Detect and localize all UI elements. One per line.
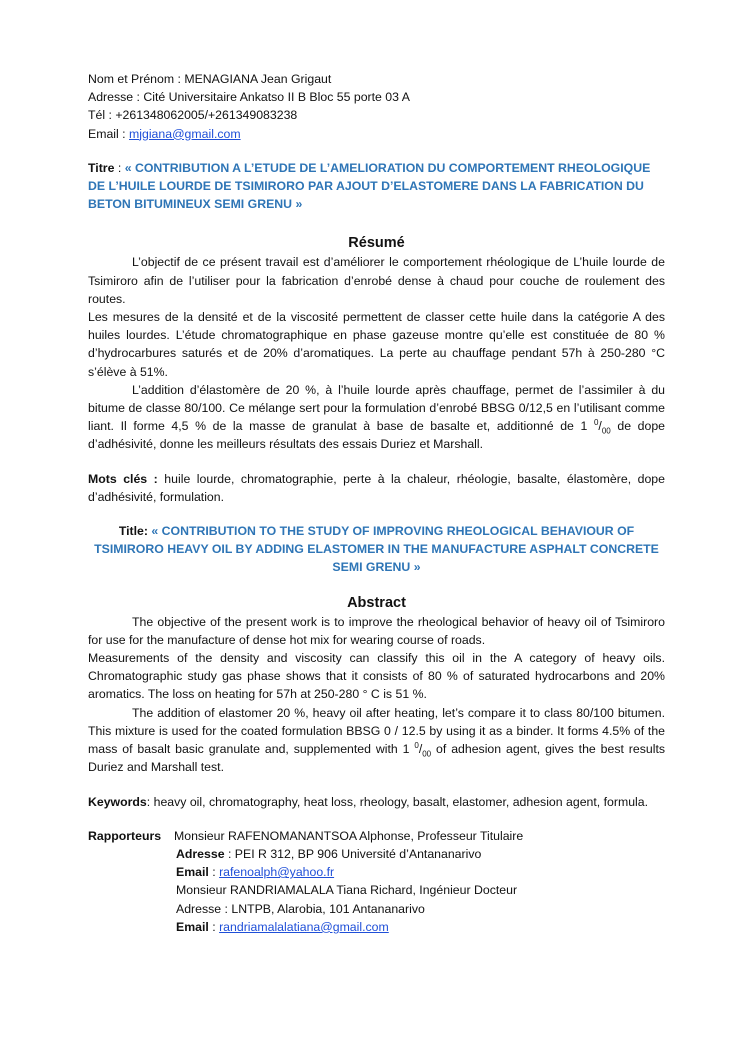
abstract-p3-after: of adhesion agent, gives the best results Duriez and Marshall test. — [88, 742, 666, 775]
rapporteur-2-email-link[interactable]: randriamalalatiana@gmail.com — [219, 919, 389, 934]
resume-paragraph-3 — [88, 381, 665, 454]
rapporteur-1-email-label: Email — [176, 865, 209, 880]
resume-p3-before: L’addition d’élastomère de 20 %, à l’huile lourde après chauffage, permet de l’assimiler à du bitume de classe 80/100. Ce mélange sert pour la formulation d’enrobé BBSG 0/12,5 en l’utilisant comme liant. Il forme 4,5 % de la masse de granulat à base de basalte et, additionné de 1 — [88, 382, 665, 434]
rapporteur-1-email-link[interactable]: rafenoalph@yahoo.fr — [219, 865, 335, 880]
mots-cles-text: huile lourde, chromatographie, perte à la chaleur, rhéologie, basalte, élastomère, dope d’adhésivité, formulation. — [88, 471, 665, 504]
email-label: Email : — [88, 126, 126, 141]
keywords-text: : heavy oil, chromatography, heat loss, rheology, basalt, elastomer, adhesion agent, formula. — [146, 794, 649, 809]
rapporteur-2-email — [88, 918, 665, 936]
name-line: Nom et Prénom : MENAGIANA Jean Grigaut — [88, 72, 332, 86]
abstract-paragraph-3 — [88, 704, 665, 777]
resume-paragraph-2: Les mesures de la densité et de la viscosité permettent de classer cette huile dans la catégorie A des huiles lourdes. L’étude chromatographique en phase gazeuse montre qu’elle est constituée de 80 % d’hydrocarbures saturés et de 20% d’aromatiques. La perte au chauffage pendant 57h à 250-280 °C s’élève à 51%. — [88, 310, 665, 379]
rapporteur-1-address — [88, 845, 665, 863]
abstract-p3-sup: 0 — [414, 741, 419, 750]
keywords-label: Keywords — [88, 794, 147, 809]
rapporteurs-label: Rapporteurs — [88, 828, 162, 843]
rapporteur-2-address: Adresse : LNTPB, Alarobia, 101 Antananarivo — [176, 901, 425, 916]
rapporteur-1-address-label: Adresse — [176, 846, 225, 861]
abstract-paragraph-1: The objective of the present work is to improve the rheological behavior of heavy oil of Tsimiroro for use for the manufacture of dense hot mix for wearing course of roads. — [88, 614, 665, 647]
abstract-p3-slash: / — [418, 742, 423, 757]
resume-p3-sup: 0 — [593, 418, 599, 428]
rapporteur-2-email-label: Email — [176, 919, 209, 934]
document-content — [88, 70, 665, 936]
abstract-p3-sub: 00 — [422, 749, 432, 759]
rapporteur-1-address-text: : PEI R 312, BP 906 Université d’Antananarivo — [227, 846, 482, 861]
french-title — [88, 159, 665, 214]
resume-paragraph-1: L’objectif de ce présent travail est d’améliorer le comportement rhéologique de L’huile lourde de Tsimiroro afin de l’utiliser pour la fabrication d’enrobé dense à chaud pour couche de roulement des routes. — [88, 255, 665, 306]
resume-p3-after: de dope d’adhésivité, donne les meilleurs résultats des essais Duriez et Marshall. — [88, 419, 666, 452]
titre-label: Titre — [88, 160, 115, 175]
rapporteur-2-name: Monsieur RANDRIAMALALA Tiana Richard, Ingénieur Docteur — [176, 883, 518, 898]
rapporteur-1-email — [88, 863, 665, 881]
rapporteur-1-email-sep: : — [212, 865, 216, 880]
resume-heading: Résumé — [348, 235, 405, 252]
phone-line: Tél : +261348062005/+261349083238 — [88, 108, 298, 123]
rapporteur-2-email-sep: : — [212, 919, 216, 934]
title-en-text: « CONTRIBUTION TO THE STUDY OF IMPROVING RHEOLOGICAL BEHAVIOUR OF TSIMIRORO HEAVY OIL BY ADDING ELASTOMER IN THE MANUFACTURE ASPHALT CONCRETE SEMI GRENU » — [94, 524, 659, 575]
author-email-link[interactable]: mjgiana@gmail.com — [129, 126, 241, 141]
abstract-p3-before: The addition of elastomer 20 %, heavy oil after heating, let’s compare it to class 80/100 bitumen. This mixture is used for the coated formulation BBSG 0 / 12.5 by using it as a binder. It forms 4.5% of the mass of basalt basic granulate and, supplemented with 1 — [88, 705, 665, 757]
rapporteurs-block — [88, 827, 665, 845]
titre-sep: : — [117, 160, 122, 175]
abstract-paragraph-2: Measurements of the density and viscosity can classify this oil in the A category of heavy oils. Chromatographic study gas phase shows that it consists of 80 % of saturated hydrocarbons and 20% aromatics. The loss on heating for 57h at 250-280 ° C is 51 %. — [88, 651, 665, 702]
address-line: Adresse : Cité Universitaire Ankatso II B Bloc 55 porte 03 A — [88, 90, 410, 105]
rapporteur-1-name: Monsieur RAFENOMANANTSOA Alphonse, Professeur Titulaire — [174, 828, 524, 843]
titre-text: « CONTRIBUTION A L’ETUDE DE L’AMELIORATION DU COMPORTEMENT RHEOLOGIQUE DE L’HUILE LOURDE DE TSIMIRORO PAR AJOUT D’ELASTOMERE DANS LA FABRICATION DU BETON BITUMINEUX SEMI GRENU » — [88, 160, 651, 212]
email-line — [88, 125, 665, 143]
mots-cles — [88, 470, 665, 506]
keywords — [88, 793, 665, 811]
resume-p3-slash: / — [598, 419, 602, 434]
resume-p3-sub: 00 — [601, 426, 611, 436]
title-en-label: Title: — [118, 524, 148, 539]
english-title — [88, 522, 665, 577]
abstract-heading: Abstract — [347, 594, 406, 611]
mots-cles-label: Mots clés : — [88, 471, 158, 486]
